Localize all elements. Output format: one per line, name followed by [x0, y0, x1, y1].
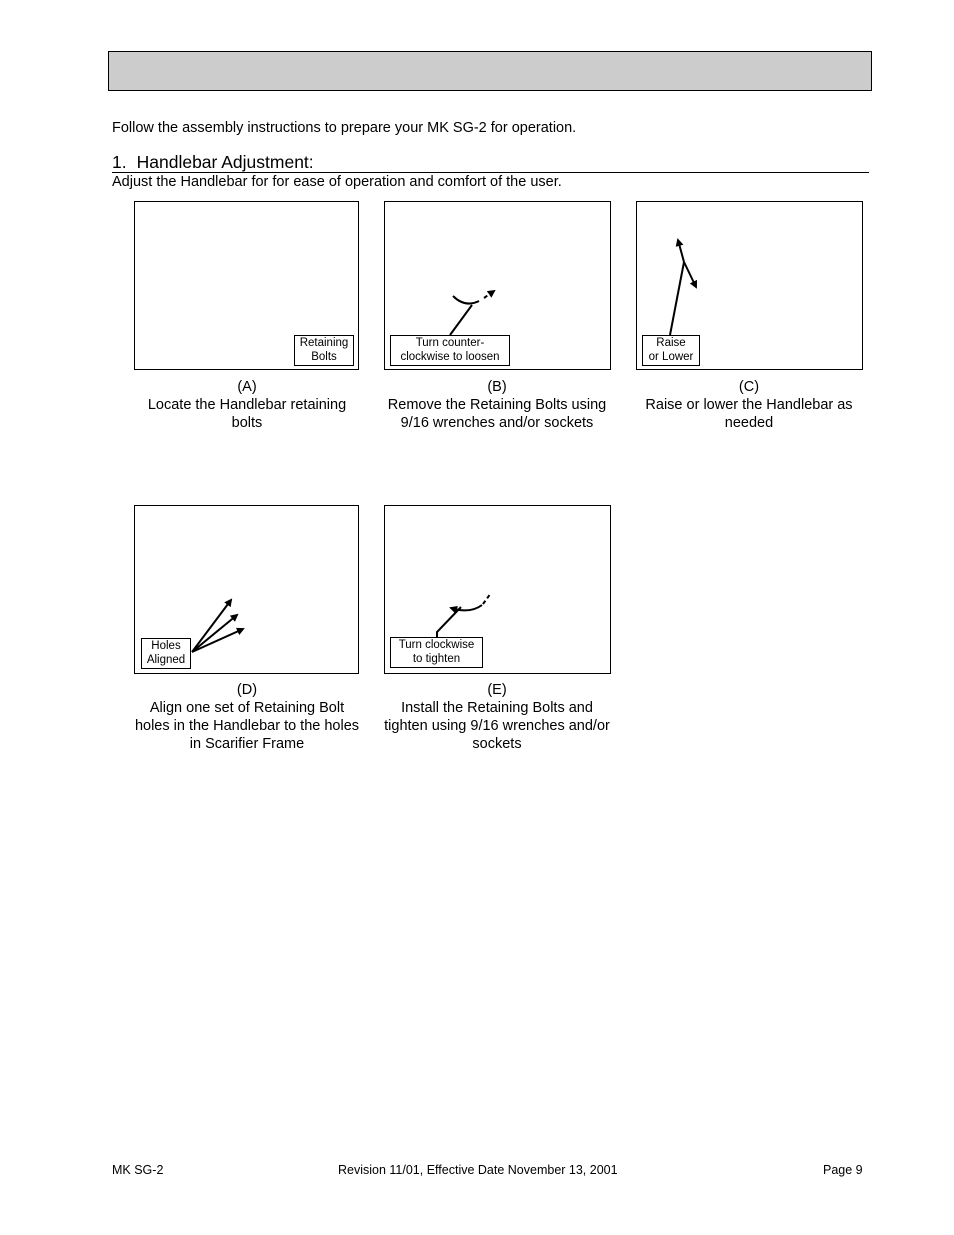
figure-d-letter: (D)	[236, 682, 258, 698]
figure-b-image	[384, 201, 611, 370]
figure-a-image	[134, 201, 359, 370]
figure-d-callout: Holes Aligned	[141, 638, 191, 669]
figure-e-caption	[384, 681, 610, 753]
figure-d-image	[134, 505, 359, 674]
figure-a-letter: (A)	[237, 379, 257, 395]
header-bar	[108, 51, 872, 91]
footer-page-number: Page 9	[823, 1163, 863, 1177]
section-number: 1.	[112, 152, 127, 172]
figure-a-caption	[134, 378, 360, 432]
footer-revision: Revision 11/01, Effective Date November 13, 2001	[338, 1163, 618, 1177]
figure-a-text: Locate the Handlebar retaining bolts	[147, 397, 347, 431]
figure-b-text: Remove the Retaining Bolts using 9/16 wrenches and/or sockets	[387, 397, 607, 431]
figure-b-letter: (B)	[487, 379, 507, 395]
figure-b-callout: Turn counter- clockwise to loosen	[390, 335, 510, 366]
figure-b-caption	[384, 378, 610, 432]
figure-c-caption	[636, 378, 862, 432]
figure-d-caption	[134, 681, 360, 753]
figure-e-callout: Turn clockwise to tighten	[390, 637, 483, 668]
figure-c-callout: Raise or Lower	[642, 335, 700, 366]
section-description: Adjust the Handlebar for for ease of operation and comfort of the user.	[112, 174, 562, 190]
figure-e-text: Install the Retaining Bolts and tighten using 9/16 wrenches and/or sockets	[384, 700, 610, 752]
section-title: Handlebar Adjustment:	[136, 152, 314, 172]
figure-e-letter: (E)	[487, 682, 507, 698]
intro-text: Follow the assembly instructions to prepare your MK SG-2 for operation.	[112, 120, 577, 136]
figure-a-callout: Retaining Bolts	[294, 335, 354, 366]
figure-c-text: Raise or lower the Handlebar as needed	[645, 397, 853, 431]
figure-c-letter: (C)	[738, 379, 760, 395]
section-heading	[112, 153, 869, 173]
figure-c-image	[636, 201, 863, 370]
figure-d-text: Align one set of Retaining Bolt holes in the Handlebar to the holes in Scarifier Frame	[134, 700, 360, 752]
footer-model: MK SG-2	[112, 1163, 164, 1177]
figure-e-image	[384, 505, 611, 674]
